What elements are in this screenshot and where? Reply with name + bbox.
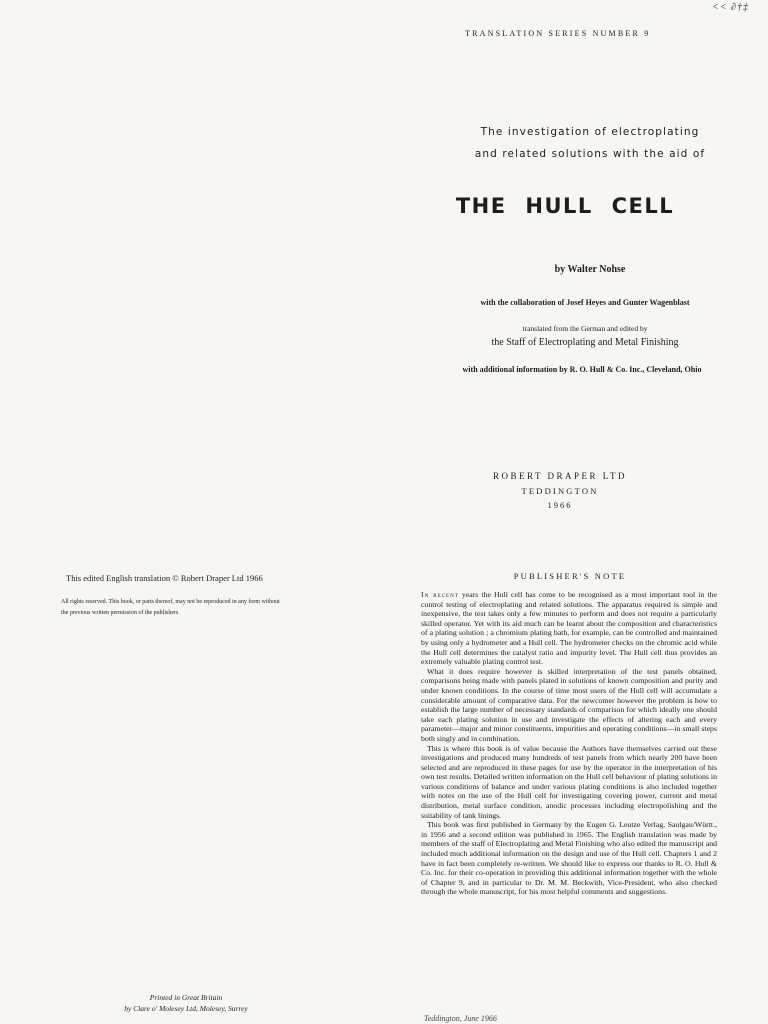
note-paragraph: This book was first published in Germany by the Eugen G. Leutze Verlag, Saulgau/Württ., in 1956 and a second edition was published in 1965. The English translation was made by members of the staff of Electroplating and Metal Finishing who also edited the manuscript and included much additional information on the design and use of the Hull cell. Chapters 1 and 2 have in fact been completely re-written. We should like to express our thanks to R. O. Hull & Co. Inc. for their co-operation in providing this additional information together with the whole of Chapter 9, and in particular to Dr. M. M. Beckwith, Vice-President, who also checked through the whole manuscript, for his most helpful comments and suggestions.	[421, 820, 717, 897]
note-paragraph: What it does require however is skilled interpretation of the test panels obtained, comparisons being made with panels plated in solutions of known composition and purity and under known conditions. In the course of time most users of the Hull cell will accumulate a considerable amount of comparative data. For the newcomer however the problem is how to establish the large number of necessary standards of comparison for which ideally one should take each plating solution in use and investigate the effects of altering each and every parameter—major and minor constituents, impurities and operating conditions—in small steps both singly and in combination.	[421, 666, 717, 743]
publishers-note-body	[421, 590, 717, 897]
book-title: THE HULL CELL	[455, 194, 675, 218]
series-heading: TRANSLATION SERIES NUMBER 9	[465, 29, 651, 38]
publishers-note-heading: PUBLISHER'S NOTE	[513, 571, 627, 581]
additional-info-line: with additional information by R. O. Hull & Co. Inc., Cleveland, Ohio	[462, 365, 702, 374]
handwritten-mark: << ∂†‡	[712, 2, 749, 13]
publisher-year: 1966	[547, 500, 573, 510]
printed-in: Printed in Great Britain	[149, 993, 223, 1002]
author-line: by Walter Nohse	[554, 264, 626, 275]
note-paragraph: In recent years the Hull cell has come to be recognised as a most important tool in the control testing of electroplating and related solutions. The apparatus required is simple and inexpensive, the test takes only a few minutes to perform and does not require a particularly skilled operator. Yet with its aid much can be learnt about the composition and characteristics of a plating solution ; a chromium plating bath, for example, can be controlled and maintained by using only a hydrometer and a Hull cell. The hydrometer checks on the chromic acid while the Hull cell determines the catalyst ratio and impurity level. The Hull cell thus provides an extremely valuable plating control test.	[421, 590, 717, 667]
note-paragraph: This is where this book is of value because the Authors have themselves carried out these investigations and produced many hundreds of test panels from which nearly 200 have been selected and are reproduced in these pages for use by the operator in the interpretation of his own test results. Detailed written information on the Hull cell behaviour of plating solutions in various conditions of balance and under various plating conditions is also included together with notes on the use of the Hull cell for investigating covering power, current and metal distribution, metal surface condition, anodic processes including electropolishing and the suitability of tank linings.	[421, 743, 717, 820]
subtitle-line-1: The investigation of electroplating	[480, 126, 700, 138]
collaboration-line: with the collaboration of Josef Heyes and Gunter Wagenblast	[480, 298, 690, 307]
copyright-line: This edited English translation © Robert Draper Ltd 1966	[66, 573, 263, 583]
publisher-name: ROBERT DRAPER LTD	[493, 471, 627, 481]
editor-line: the Staff of Electroplating and Metal Finishing	[491, 337, 679, 348]
translated-line: translated from the German and edited by	[522, 324, 648, 333]
rights-notice: All rights reserved. This book, or parts thereof, may not be reproduced in any form without the previous written permission of the publishers	[61, 599, 280, 616]
note-signoff: Teddington, June 1966	[424, 1014, 497, 1023]
publisher-city: TEDDINGTON	[521, 486, 599, 496]
printer-imprint	[96, 992, 276, 1014]
note-lead: In recent	[421, 590, 459, 599]
printer-name: by Clare o' Molesey Ltd, Molesey, Surrey	[124, 1004, 248, 1013]
subtitle-line-2: and related solutions with the aid of	[474, 148, 706, 160]
